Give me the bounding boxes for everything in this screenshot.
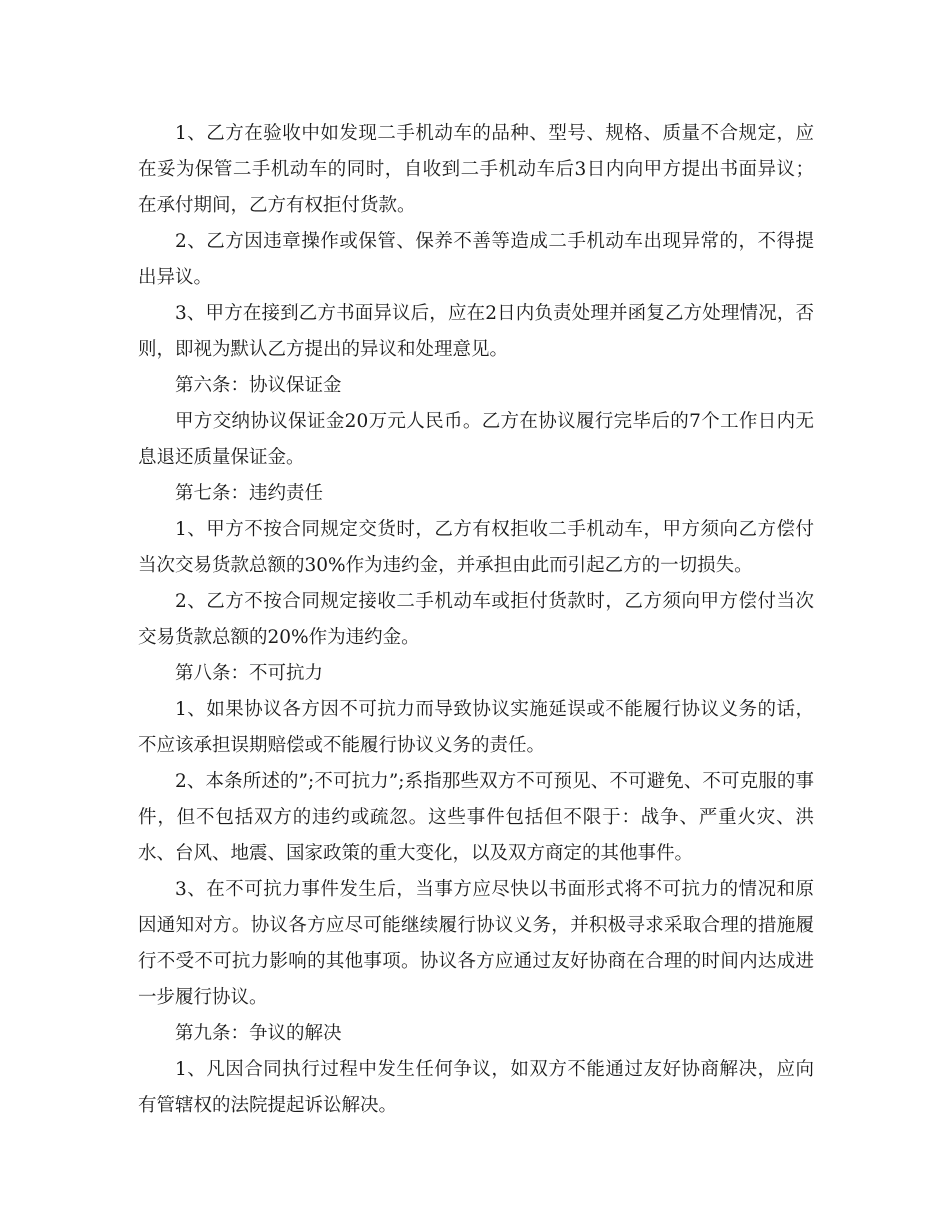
article-6-body: 甲方交纳协议保证金20万元人民币。乙方在协议履行完毕后的7个工作日内无息退还质量保证金。 [138, 411, 814, 468]
article-7-item-2: 2、乙方不按合同规定接收二手机动车或拒付货款时，乙方须向甲方偿付当次交易货款总额的20%作为违约金。 [138, 591, 814, 648]
article-6-heading: 第六条：协议保证金 [175, 375, 342, 396]
article-8-item-2: 2、本条所述的”;不可抗力”;系指那些双方不可预见、不可避免、不可克服的事件，但不包括双方的违约或疏忽。这些事件包括但不限于：战争、严重火灾、洪水、台风、地震、国家政策的重大变化，以及双方商定的其他事件。 [138, 771, 814, 864]
article-8-heading: 第八条：不可抗力 [175, 663, 324, 684]
article-8-item-3: 3、在不可抗力事件发生后，当事方应尽快以书面形式将不可抗力的情况和原因通知对方。协议各方应尽可能继续履行协议义务，并积极寻求采取合理的措施履行不受不可抗力影响的其他事项。协议各方应通过友好协商在合理的时间内达成进一步履行协议。 [138, 879, 814, 1008]
article-7-item-1: 1、甲方不按合同规定交货时，乙方有权拒收二手机动车，甲方须向乙方偿付当次交易货款总额的30%作为违约金，并承担由此而引起乙方的一切损失。 [138, 519, 814, 576]
clause-5-item-2: 2、乙方因违章操作或保管、保养不善等造成二手机动车出现异常的，不得提出异议。 [138, 231, 814, 288]
article-8-item-1: 1、如果协议各方因不可抗力而导致协议实施延误或不能履行协议义务的话，不应该承担误期赔偿或不能履行协议义务的责任。 [138, 699, 814, 756]
article-9-item-1: 1、凡因合同执行过程中发生任何争议，如双方不能通过友好协商解决，应向有管辖权的法院提起诉讼解决。 [138, 1059, 814, 1116]
article-9-heading: 第九条：争议的解决 [175, 1023, 342, 1044]
article-7-heading: 第七条：违约责任 [175, 483, 324, 504]
clause-5-item-3: 3、甲方在接到乙方书面异议后，应在2日内负责处理并函复乙方处理情况，否则，即视为默认乙方提出的异议和处理意见。 [138, 303, 814, 360]
clause-5-item-1: 1、乙方在验收中如发现二手机动车的品种、型号、规格、质量不合规定，应在妥为保管二手机动车的同时，自收到二手机动车后3日内向甲方提出书面异议；在承付期间，乙方有权拒付货款。 [138, 123, 814, 216]
